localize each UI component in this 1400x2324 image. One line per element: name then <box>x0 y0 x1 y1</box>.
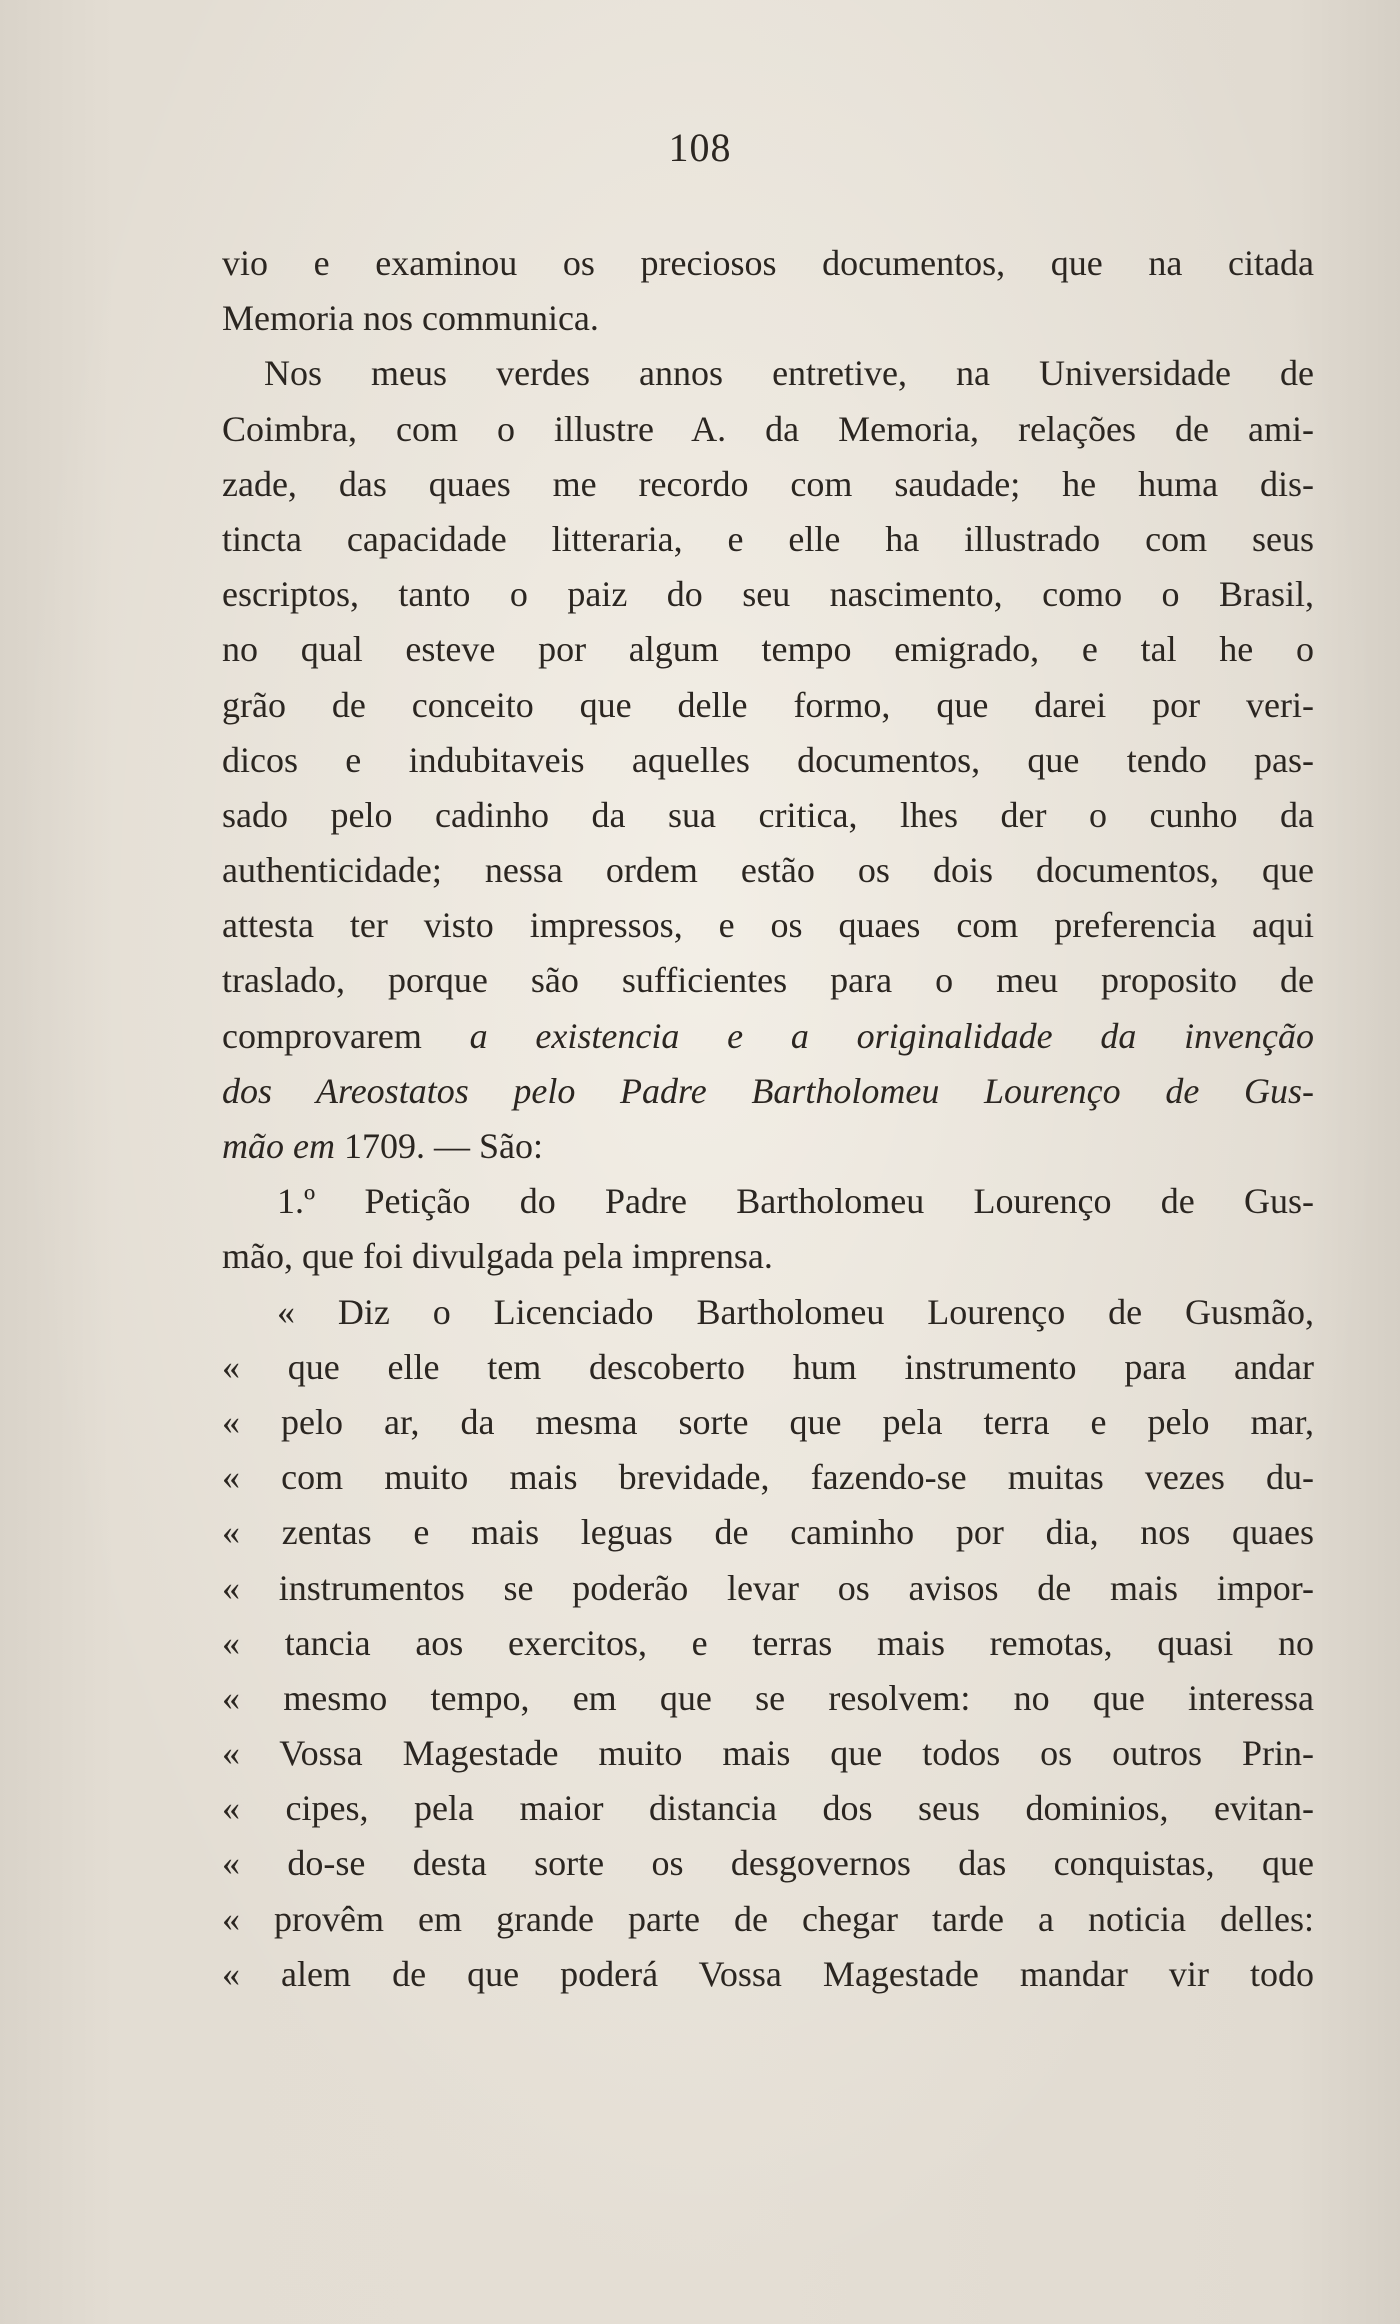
text-line <box>222 1892 1314 1947</box>
text-segment: Memoria nos communica. <box>222 298 599 339</box>
text-line <box>222 1009 1314 1064</box>
text-line <box>222 1229 1314 1284</box>
text-line <box>222 291 1314 346</box>
text-segment: « Vossa Magestade muito mais que todos os outros Prin- <box>222 1733 1314 1774</box>
text-line <box>222 1561 1314 1616</box>
text-segment: authenticidade; nessa ordem estão os dois documentos, que <box>222 850 1314 891</box>
text-line <box>222 1505 1314 1560</box>
text-segment: « tancia aos exercitos, e terras mais remotas, quasi no <box>222 1622 1314 1663</box>
text-segment: « com muito mais brevidade, fazendo-se muitas vezes du- <box>222 1457 1314 1498</box>
text-segment: tincta capacidade litteraria, e elle ha illustrado com seus <box>222 518 1314 559</box>
text-segment: « zentas e mais leguas de caminho por dia, nos quaes <box>222 1512 1314 1553</box>
text-line <box>222 953 1314 1008</box>
text-segment: 1.º Petição do Padre Bartholomeu Lourenço de Gus- <box>277 1181 1314 1222</box>
text-segment: « alem de que poderá Vossa Magestade mandar vir todo <box>222 1953 1314 1994</box>
text-segment: escriptos, tanto o paiz do seu nascimento, como o Brasil, <box>222 574 1314 615</box>
text-segment: « Diz o Licenciado Bartholomeu Lourenço de Gusmão, <box>277 1291 1314 1332</box>
text-line <box>222 1285 1314 1340</box>
body-text <box>222 236 1314 2002</box>
text-line <box>222 1781 1314 1836</box>
text-line <box>222 1616 1314 1671</box>
text-line <box>222 1450 1314 1505</box>
text-line <box>222 512 1314 567</box>
text-line <box>222 1174 1314 1229</box>
text-segment: « provêm em grande parte de chegar tarde a noticia delles: <box>222 1898 1314 1939</box>
text-segment: mão, que foi divulgada pela imprensa. <box>222 1236 773 1277</box>
text-line <box>222 622 1314 677</box>
text-segment: comprovarem <box>222 1015 470 1056</box>
italic-text: mão em <box>222 1126 335 1166</box>
text-segment: « mesmo tempo, em que se resolvem: no que interessa <box>222 1677 1314 1718</box>
text-segment: « que elle tem descoberto hum instrumento para andar <box>222 1346 1314 1387</box>
text-line <box>222 898 1314 953</box>
text-line <box>222 1119 1314 1174</box>
text-line <box>222 843 1314 898</box>
text-segment: grão de conceito que delle formo, que darei por veri- <box>222 684 1314 725</box>
text-segment: « pelo ar, da mesma sorte que pela terra e pelo mar, <box>222 1401 1314 1442</box>
text-line <box>222 402 1314 457</box>
text-line <box>222 236 1314 291</box>
text-line <box>222 1947 1314 2002</box>
text-segment: « instrumentos se poderão levar os avisos de mais impor- <box>222 1567 1314 1608</box>
text-segment: vio e examinou os preciosos documentos, que na citada <box>222 243 1314 283</box>
text-segment: sado pelo cadinho da sua critica, lhes der o cunho da <box>222 794 1314 835</box>
text-segment: 1709. — São: <box>334 1126 543 1166</box>
text-line <box>222 1726 1314 1781</box>
text-segment: traslado, porque são sufficientes para o meu proposito de <box>222 960 1314 1001</box>
text-line <box>222 567 1314 622</box>
text-line <box>222 733 1314 788</box>
text-line <box>222 788 1314 843</box>
text-segment: attesta ter visto impressos, e os quaes com preferencia aqui <box>222 905 1314 946</box>
text-segment: « do-se desta sorte os desgovernos das conquistas, que <box>222 1843 1314 1884</box>
text-line <box>222 1395 1314 1450</box>
text-line <box>222 1064 1314 1119</box>
text-segment: « cipes, pela maior distancia dos seus dominios, evitan- <box>222 1788 1314 1829</box>
text-segment: zade, das quaes me recordo com saudade; he huma dis- <box>222 463 1314 504</box>
text-line <box>222 346 1314 401</box>
italic-text: a existencia e a originalidade da invenção <box>469 1015 1314 1056</box>
text-segment: Nos meus verdes annos entretive, na Universidade de <box>264 353 1314 394</box>
text-segment: no qual esteve por algum tempo emigrado, e tal he o <box>222 629 1314 670</box>
text-segment: Coimbra, com o illustre A. da Memoria, relações de ami- <box>222 408 1314 449</box>
text-line <box>222 1671 1314 1726</box>
text-segment: dicos e indubitaveis aquelles documentos, que tendo pas- <box>222 739 1314 780</box>
text-line <box>222 678 1314 733</box>
text-line <box>222 1836 1314 1891</box>
italic-text: dos Areostatos pelo Padre Bartholomeu Lourenço de Gus- <box>222 1070 1314 1111</box>
text-line <box>222 1340 1314 1395</box>
text-line <box>222 457 1314 512</box>
page-number: 108 <box>668 125 732 170</box>
